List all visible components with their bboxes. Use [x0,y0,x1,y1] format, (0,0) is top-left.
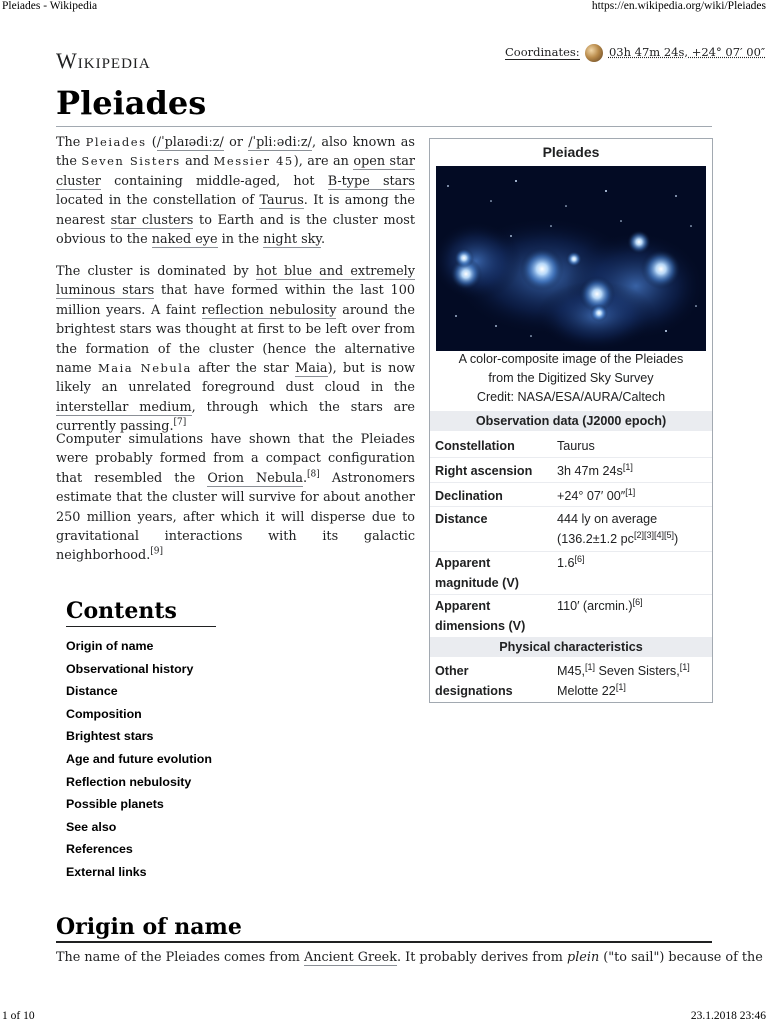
apparent-magnitude-value: 1.6[6] [557,553,585,570]
ipa-link-1[interactable]: /ˈplaɪədiːz/ [156,135,224,150]
row-distance [430,507,712,551]
link-maia[interactable]: Maia [295,361,328,377]
coordinates [505,44,765,62]
link-naked-eye[interactable]: naked eye [151,232,218,248]
infobox [429,138,713,703]
toc-item[interactable]: Reflection nebulosity [66,774,192,789]
citation-1[interactable]: [1] [679,661,690,672]
print-header [0,0,768,14]
origin-paragraph: The name of the Pleiades comes from Ancient Greek. It probably derives from plein ("to sail") because of the [56,950,763,965]
term-seven-sisters: Seven Sisters [81,154,181,169]
link-hot-blue-stars[interactable]: hot blue and extremely luminous stars [56,264,416,299]
citation-7[interactable]: [7] [173,417,187,428]
image-caption [436,350,706,407]
distance-label[interactable]: Distance [435,512,488,526]
other-designations-label[interactable]: Other designations [435,664,513,698]
citations-2-5[interactable]: [2][3][4][5] [633,529,674,540]
toc-item[interactable]: References [66,842,133,857]
ipa-link-2[interactable]: /ˈpliːədiːz/ [248,135,312,150]
link-taurus[interactable]: Taurus [259,193,304,209]
infobox-title: Pleiades [542,144,600,160]
link-orion-nebula[interactable]: Orion Nebula [207,470,303,486]
row-right-ascension [430,458,712,482]
intro-paragraph-1: The Pleiades (/ˈplaɪədiːz/ or /ˈpliːədiːz/, also known as the Seven Sisters and Messier 45), are an open star cluster containing middle-aged, hot B-type stars located in the constellation of Taurus. It is among the nearest star clusters to Earth and is the cluster most obvious to the naked eye in the night sky. [56,135,416,248]
row-constellation [430,434,712,457]
citation-6[interactable]: [6] [574,553,585,564]
citation-1[interactable]: [1] [625,486,636,497]
print-page-title: Pleiades - Wikipedia [2,0,98,12]
row-declination [430,483,712,507]
term-messier-45: Messier 45 [213,154,294,169]
citation-8[interactable]: [8] [307,469,320,480]
intro-paragraph-3: Computer simulations have shown that the Pleiades were probably formed from a compact configuration that resembled the Orion Nebula.[8] Astronomers estimate that the cluster will survive for about another 250 million years, after which it will disperse due to gravitational interactions with its galactic neighborhood.[9] [56,432,415,564]
caption-line: from the Digitized Sky Survey [488,371,654,385]
intro-paragraph-2: The cluster is dominated by hot blue and extremely luminous stars that have formed within the last 100 million years. A faint reflection nebulosity around the brightest stars was thought at first to be left over from the formation of the cluster (hence the alternative name Maia Nebula after the star Maia), but is now likely an unrelated foreground dust cloud in the interstellar medium, through which the stars are currently passing.[7] [56,264,416,435]
citation-1[interactable]: [1] [622,461,633,472]
print-url[interactable]: https://en.wikipedia.org/wiki/Pleiades [591,0,766,12]
toc-item[interactable]: Possible planets [66,797,164,812]
apparent-magnitude-label[interactable]: Apparent magnitude (V) [435,556,519,590]
physical-characteristics-header[interactable]: Physical characteristics [430,637,712,657]
constellation-value[interactable]: Taurus [557,439,595,453]
right-ascension-value: 3h 47m 24s[1] [557,461,633,478]
pleiades-image[interactable] [436,166,706,351]
toc-item[interactable]: Brightest stars [66,729,154,744]
row-apparent-dimensions [430,595,712,638]
toc-item[interactable]: Age and future evolution [66,751,212,766]
observation-data-header[interactable]: Observation data (J2000 epoch) [430,411,712,431]
link-interstellar-medium[interactable]: interstellar medium [56,399,192,415]
other-designations-value: M45,[1] Seven Sisters,[1] Melotte 22[1] [557,661,690,698]
toc-item[interactable]: See also [66,819,117,834]
caption-credit: Credit: NASA/ESA/AURA/Caltech [476,390,666,404]
row-other-designations [430,660,712,701]
link-open-star-cluster[interactable]: open star cluster [56,154,415,189]
pleiades-star-field [436,166,706,351]
declination-label[interactable]: Declination [435,489,503,503]
toc-item[interactable]: Origin of name [66,639,154,653]
coordinates-value[interactable]: 03h 47m 24s, +24° 07′ 00″ [608,45,766,59]
constellation-label[interactable]: Constellation [435,439,515,453]
link-b-type-stars[interactable]: B-type stars [327,173,415,189]
coordinates-label: Coordinates: [505,45,580,59]
page-indicator: 1 of 10 [2,1010,35,1022]
declination-value: +24° 07′ 00″[1] [557,486,636,503]
citation-1[interactable]: [1] [585,661,596,672]
contents-title: Contents [66,598,216,627]
term-pleiades: Pleiades [85,135,147,149]
citation-1[interactable]: [1] [615,681,626,692]
caption-line: A color-composite image of the Pleiades [458,352,684,366]
toc-item[interactable]: Observational history [66,661,194,676]
link-star-clusters[interactable]: star clusters [110,212,194,228]
page-title: Pleiades [56,84,207,122]
globe-icon[interactable] [585,44,603,62]
link-night-sky[interactable]: night sky [263,232,321,248]
right-ascension-label[interactable]: Right ascension [435,464,533,478]
toc-item[interactable]: Composition [66,706,142,721]
section-divider [56,941,712,943]
distance-value: 444 ly on average (136.2±1.2 pc[2][3][4][5]) [557,512,679,546]
print-footer [0,1008,768,1024]
toc-item[interactable]: Distance [66,684,118,699]
section-heading-origin: Origin of name [56,914,242,940]
wikipedia-wordmark[interactable]: Wikipedia [56,48,151,73]
apparent-dimensions-value: 110′ (arcmin.)[6] [557,596,643,613]
toc-item[interactable]: External links [66,864,147,879]
apparent-dimensions-label[interactable]: Apparent dimensions (V) [435,599,526,633]
contents-list [66,635,216,884]
citation-9[interactable]: [9] [150,547,164,558]
term-maia-nebula: Maia Nebula [98,361,192,376]
row-apparent-magnitude [430,552,712,595]
title-divider [56,126,712,127]
link-ancient-greek[interactable]: Ancient Greek [303,950,397,965]
link-reflection-nebulosity[interactable]: reflection nebulosity [201,302,337,318]
table-of-contents [66,598,216,884]
print-timestamp: 23.1.2018 23:46 [690,1010,766,1022]
citation-6[interactable]: [6] [632,596,643,607]
term-plein: plein [567,950,600,965]
